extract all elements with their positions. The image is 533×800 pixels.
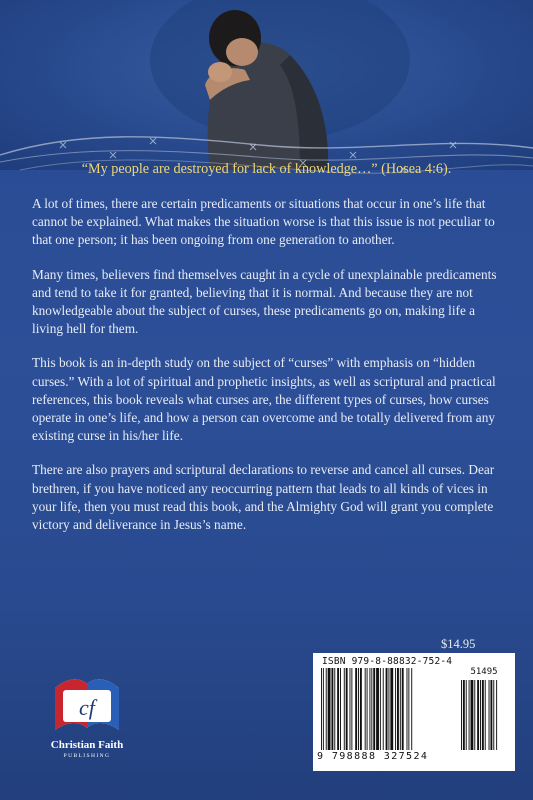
barcode-bar — [380, 668, 381, 750]
barcode-bar — [337, 668, 339, 750]
logo-letters: cf — [79, 695, 95, 720]
ean-barcode-bars — [321, 668, 447, 750]
ean-digits: 9 798888 327524 — [317, 751, 429, 762]
barcode-bar — [373, 668, 375, 750]
barcode-bar — [367, 668, 368, 750]
christian-faith-logo — [49, 668, 125, 738]
barcode-bar — [340, 668, 341, 750]
barcode-bar — [321, 668, 322, 750]
publisher-sub: PUBLISHING — [63, 753, 111, 759]
barcode-bar — [326, 668, 327, 750]
barcode-bar — [400, 668, 401, 750]
description — [32, 195, 507, 550]
addon-bar — [477, 680, 479, 750]
addon-bar — [466, 680, 467, 750]
addon-bar — [482, 680, 484, 750]
barcode-bar — [383, 668, 384, 750]
cover-photo — [0, 0, 533, 170]
addon-bar — [471, 680, 474, 750]
addon-bar — [490, 680, 492, 750]
barcode-bar — [369, 668, 370, 750]
isbn-barcode — [313, 653, 515, 771]
addon-bar — [463, 680, 465, 750]
price-label: $14.95 — [441, 637, 476, 651]
barcode-bar — [358, 668, 359, 750]
scripture-quote: “My people are destroyed for lack of knowledge…” (Hosea 4:6). — [81, 161, 452, 177]
publisher-name: Christian Faith — [50, 739, 124, 751]
barcode-bar — [334, 668, 335, 750]
barcode-bar — [388, 668, 389, 750]
addon-bar — [493, 680, 494, 750]
barcode-bar — [351, 668, 352, 750]
barcode-bar — [328, 668, 331, 750]
addon-barcode-bars — [461, 680, 507, 750]
barcode-bar — [323, 668, 324, 750]
barcode-bar — [355, 668, 357, 750]
barcode-bar — [350, 668, 351, 750]
addon-bar — [474, 680, 475, 750]
barcode-bar — [331, 668, 333, 750]
description-paragraph-2: Many times, believers find themselves caught in a cycle of unexplainable predicaments and tend to take it for granted, believing that it is normal. And because they are not knowledgeable about the subject of curses, these predicaments go on, making life a living hell for them. — [32, 266, 497, 337]
barcode-bar — [386, 668, 388, 750]
isbn-label: ISBN 979-8-88832-752-4 — [322, 656, 453, 667]
addon-bar — [461, 680, 462, 750]
barcode-bar — [371, 668, 372, 750]
barcode-bar — [390, 668, 393, 750]
price-code: 51495 — [470, 667, 498, 677]
barcode-bar — [402, 668, 404, 750]
barcode-bar — [407, 668, 408, 750]
description-paragraph-3: This book is an in-depth study on the subject of “curses” with emphasis on “hidden curses.” With a lot of spiritual and prophetic insights, as well as scriptural and practical references, this book reveals what curses are, the different types of curses, how curses operate in one’s life, and how a person can overcome and be totally delivered from any existing curse in his/her life. — [32, 355, 496, 444]
description-paragraph-1: A lot of times, there are certain predicaments or situations that occur in one’s life that cannot be explained. What makes the situation worse is that this issue is not peculiar to that one person; it has been ongoing from one generation to another. — [32, 196, 495, 248]
barcode-bar — [344, 668, 345, 750]
addon-bar — [485, 680, 486, 750]
barcode-bar — [346, 668, 348, 750]
addon-bar — [489, 680, 490, 750]
addon-bar — [480, 680, 481, 750]
description-paragraph-4: There are also prayers and scriptural declarations to reverse and cancel all curses. Dear brethren, if you have noticed any reoccurring pattern that leads to all kinds of vices in your life, then you must read this book, and the Almighty God will grant you complete victory and deliverance in Jesus’s name. — [32, 462, 495, 533]
addon-bar — [496, 680, 497, 750]
barcode-bar — [360, 668, 362, 750]
barcode-bar — [365, 668, 366, 750]
barcode-bar — [408, 668, 409, 750]
addon-bar — [469, 680, 470, 750]
barcode-bar — [411, 668, 412, 750]
barcode-bar — [397, 668, 399, 750]
barcode-bar — [395, 668, 396, 750]
barcode-bar — [376, 668, 379, 750]
